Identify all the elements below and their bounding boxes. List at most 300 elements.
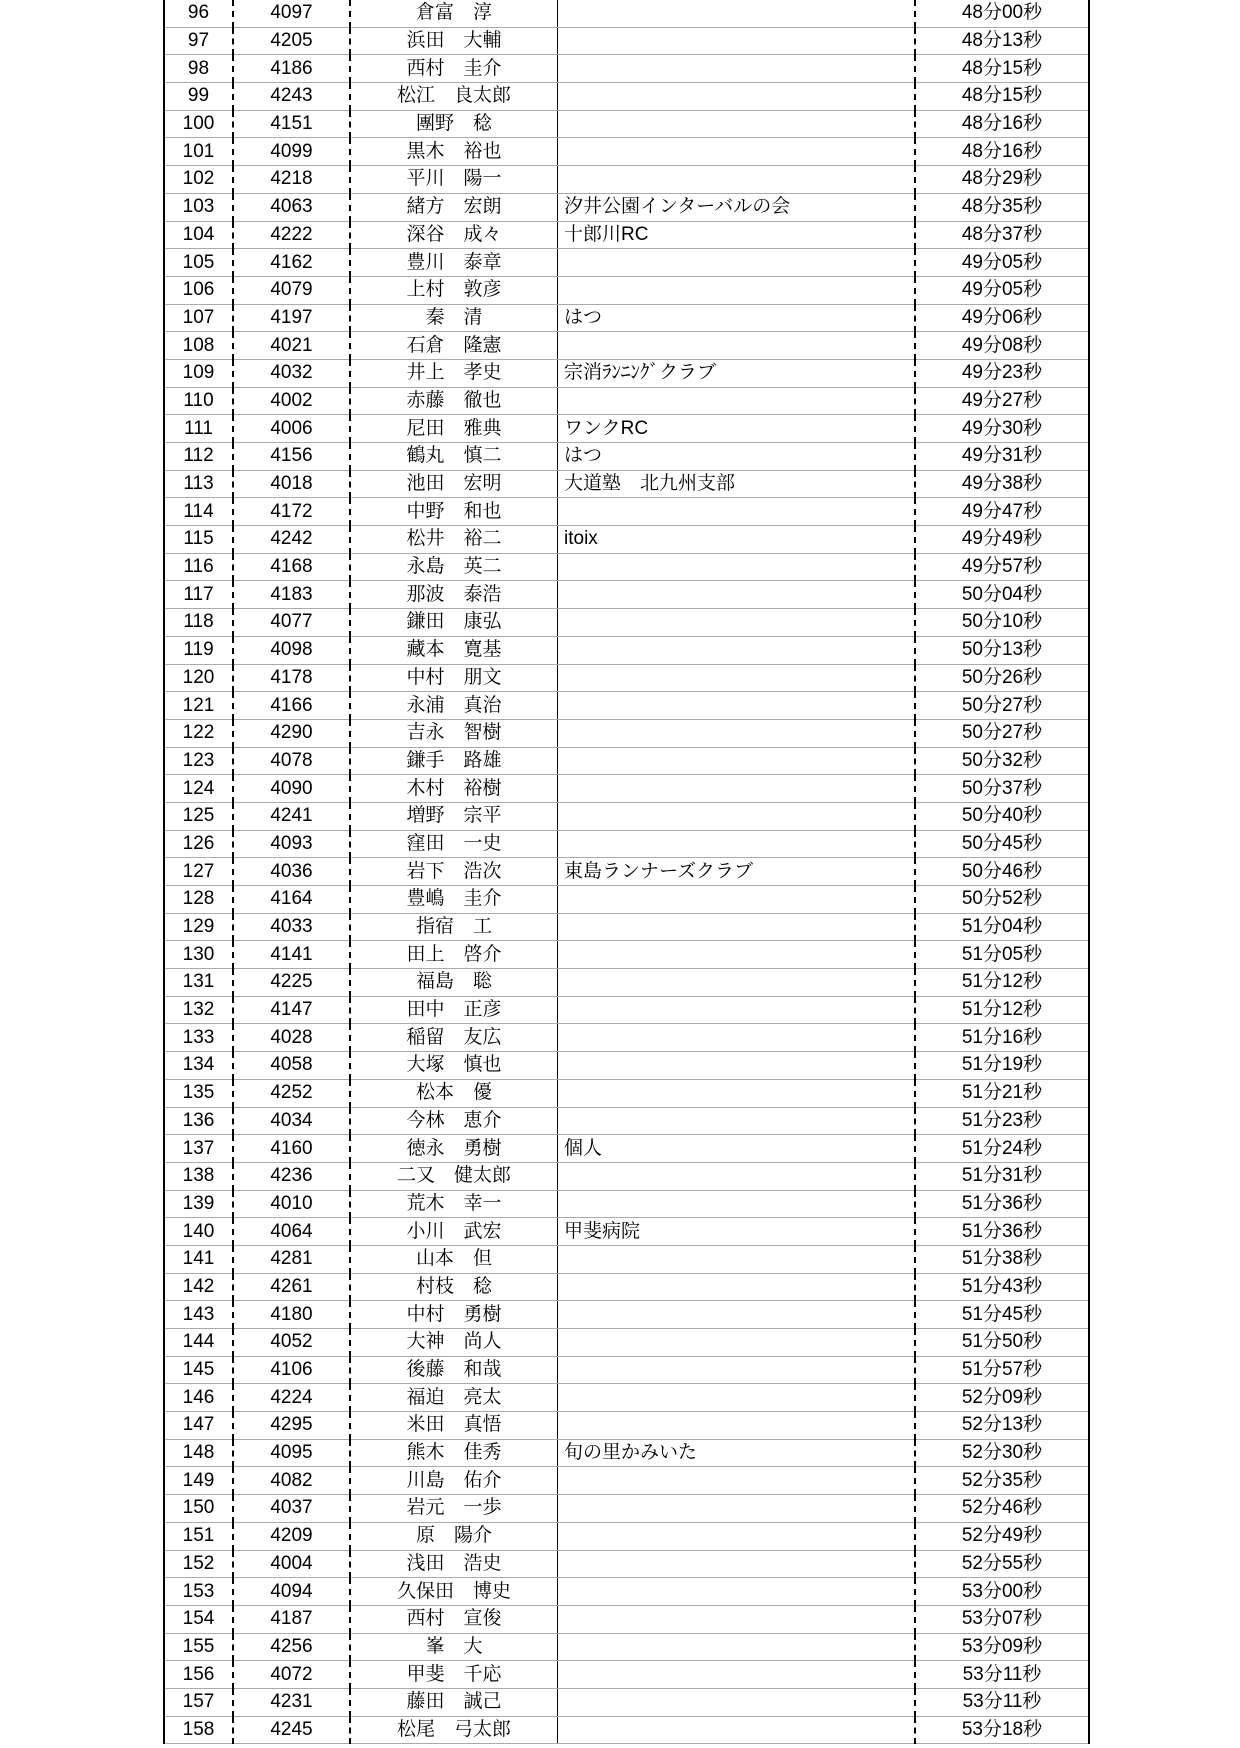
bib-cell: 4183 xyxy=(233,581,350,609)
rank-cell: 137 xyxy=(164,1135,233,1163)
runner-name-cell: 西村 宣俊 xyxy=(350,1605,558,1633)
bib-cell: 4166 xyxy=(233,692,350,720)
club-cell xyxy=(558,498,916,526)
finish-time-cell: 53分00秒 xyxy=(915,1578,1089,1606)
table-row xyxy=(164,304,1089,332)
runner-name-cell: 稲留 友広 xyxy=(350,1024,558,1052)
table-row xyxy=(164,1384,1089,1412)
table-row xyxy=(164,27,1089,55)
club-cell xyxy=(558,1688,916,1716)
club-cell xyxy=(558,1605,916,1633)
bib-cell: 4168 xyxy=(233,553,350,581)
table-row xyxy=(164,1301,1089,1329)
runner-name-cell: 小川 武宏 xyxy=(350,1218,558,1246)
rank-cell: 131 xyxy=(164,969,233,997)
rank-cell: 144 xyxy=(164,1329,233,1357)
runner-name-cell: 指宿 工 xyxy=(350,913,558,941)
runner-name-cell: 久保田 博史 xyxy=(350,1578,558,1606)
table-row xyxy=(164,470,1089,498)
club-cell xyxy=(558,886,916,914)
bib-cell: 4225 xyxy=(233,969,350,997)
runner-name-cell: 黒木 裕也 xyxy=(350,138,558,166)
rank-cell: 127 xyxy=(164,858,233,886)
bib-cell: 4098 xyxy=(233,636,350,664)
club-cell xyxy=(558,1522,916,1550)
bib-cell: 4078 xyxy=(233,747,350,775)
finish-time-cell: 52分13秒 xyxy=(915,1412,1089,1440)
table-row xyxy=(164,193,1089,221)
rank-cell: 132 xyxy=(164,996,233,1024)
rank-cell: 109 xyxy=(164,359,233,387)
finish-time-cell: 51分21秒 xyxy=(915,1079,1089,1107)
table-row xyxy=(164,1633,1089,1661)
club-cell: 汐井公園インターバルの会 xyxy=(558,193,916,221)
club-cell xyxy=(558,996,916,1024)
table-row xyxy=(164,1716,1089,1744)
finish-time-cell: 49分49秒 xyxy=(915,526,1089,554)
club-cell xyxy=(558,166,916,194)
club-cell: 旬の里かみいた xyxy=(558,1439,916,1467)
club-cell: 十郎川RC xyxy=(558,221,916,249)
finish-time-cell: 53分07秒 xyxy=(915,1605,1089,1633)
runner-name-cell: 川島 佑介 xyxy=(350,1467,558,1495)
club-cell xyxy=(558,1356,916,1384)
table-row xyxy=(164,664,1089,692)
rank-cell: 115 xyxy=(164,526,233,554)
runner-name-cell: 浅田 浩史 xyxy=(350,1550,558,1578)
bib-cell: 4245 xyxy=(233,1716,350,1744)
runner-name-cell: 松尾 弓太郎 xyxy=(350,1716,558,1744)
runner-name-cell: 倉富 淳 xyxy=(350,0,558,27)
bib-cell: 4106 xyxy=(233,1356,350,1384)
finish-time-cell: 48分15秒 xyxy=(915,83,1089,111)
finish-time-cell: 50分40秒 xyxy=(915,802,1089,830)
rank-cell: 97 xyxy=(164,27,233,55)
club-cell xyxy=(558,0,916,27)
bib-cell: 4242 xyxy=(233,526,350,554)
table-row xyxy=(164,1356,1089,1384)
rank-cell: 118 xyxy=(164,609,233,637)
bib-cell: 4243 xyxy=(233,83,350,111)
bib-cell: 4141 xyxy=(233,941,350,969)
runner-name-cell: 豊嶋 圭介 xyxy=(350,886,558,914)
table-row xyxy=(164,802,1089,830)
table-row xyxy=(164,692,1089,720)
club-cell xyxy=(558,969,916,997)
table-row xyxy=(164,138,1089,166)
bib-cell: 4224 xyxy=(233,1384,350,1412)
finish-time-cell: 52分35秒 xyxy=(915,1467,1089,1495)
finish-time-cell: 50分10秒 xyxy=(915,609,1089,637)
rank-cell: 153 xyxy=(164,1578,233,1606)
bib-cell: 4052 xyxy=(233,1329,350,1357)
rank-cell: 155 xyxy=(164,1633,233,1661)
finish-time-cell: 53分11秒 xyxy=(915,1688,1089,1716)
finish-time-cell: 52分46秒 xyxy=(915,1495,1089,1523)
finish-time-cell: 50分27秒 xyxy=(915,719,1089,747)
table-row xyxy=(164,553,1089,581)
runner-name-cell: 岩下 浩次 xyxy=(350,858,558,886)
table-row xyxy=(164,1550,1089,1578)
table-row xyxy=(164,1162,1089,1190)
rank-cell: 136 xyxy=(164,1107,233,1135)
table-row xyxy=(164,359,1089,387)
finish-time-cell: 49分05秒 xyxy=(915,276,1089,304)
rank-cell: 122 xyxy=(164,719,233,747)
rank-cell: 116 xyxy=(164,553,233,581)
rank-cell: 139 xyxy=(164,1190,233,1218)
club-cell: ワンクRC xyxy=(558,415,916,443)
runner-name-cell: 上村 敦彦 xyxy=(350,276,558,304)
runner-name-cell: 秦 清 xyxy=(350,304,558,332)
runner-name-cell: 中村 勇樹 xyxy=(350,1301,558,1329)
runner-name-cell: 池田 宏明 xyxy=(350,470,558,498)
runner-name-cell: 浜田 大輔 xyxy=(350,27,558,55)
bib-cell: 4095 xyxy=(233,1439,350,1467)
table-row xyxy=(164,1024,1089,1052)
club-cell xyxy=(558,913,916,941)
club-cell xyxy=(558,775,916,803)
club-cell xyxy=(558,1245,916,1273)
finish-time-cell: 48分29秒 xyxy=(915,166,1089,194)
finish-time-cell: 49分06秒 xyxy=(915,304,1089,332)
finish-time-cell: 51分38秒 xyxy=(915,1245,1089,1273)
finish-time-cell: 50分45秒 xyxy=(915,830,1089,858)
club-cell xyxy=(558,55,916,83)
finish-time-cell: 50分26秒 xyxy=(915,664,1089,692)
table-row xyxy=(164,886,1089,914)
club-cell: 甲斐病院 xyxy=(558,1218,916,1246)
rank-cell: 141 xyxy=(164,1245,233,1273)
table-row xyxy=(164,1135,1089,1163)
table-row xyxy=(164,609,1089,637)
rank-cell: 130 xyxy=(164,941,233,969)
rank-cell: 111 xyxy=(164,415,233,443)
rank-cell: 120 xyxy=(164,664,233,692)
runner-name-cell: 熊木 佳秀 xyxy=(350,1439,558,1467)
finish-time-cell: 51分16秒 xyxy=(915,1024,1089,1052)
club-cell xyxy=(558,138,916,166)
finish-time-cell: 50分52秒 xyxy=(915,886,1089,914)
bib-cell: 4187 xyxy=(233,1605,350,1633)
finish-time-cell: 50分32秒 xyxy=(915,747,1089,775)
runner-name-cell: 西村 圭介 xyxy=(350,55,558,83)
bib-cell: 4002 xyxy=(233,387,350,415)
finish-time-cell: 51分04秒 xyxy=(915,913,1089,941)
table-row xyxy=(164,1688,1089,1716)
bib-cell: 4077 xyxy=(233,609,350,637)
rank-cell: 119 xyxy=(164,636,233,664)
table-row xyxy=(164,941,1089,969)
club-cell xyxy=(558,1024,916,1052)
bib-cell: 4180 xyxy=(233,1301,350,1329)
table-row xyxy=(164,249,1089,277)
club-cell xyxy=(558,1273,916,1301)
finish-time-cell: 51分19秒 xyxy=(915,1052,1089,1080)
rank-cell: 103 xyxy=(164,193,233,221)
bib-cell: 4172 xyxy=(233,498,350,526)
bib-cell: 4034 xyxy=(233,1107,350,1135)
bib-cell: 4256 xyxy=(233,1633,350,1661)
rank-cell: 133 xyxy=(164,1024,233,1052)
club-cell xyxy=(558,1329,916,1357)
table-row xyxy=(164,747,1089,775)
runner-name-cell: 永島 英二 xyxy=(350,553,558,581)
finish-time-cell: 48分00秒 xyxy=(915,0,1089,27)
finish-time-cell: 48分35秒 xyxy=(915,193,1089,221)
runner-name-cell: 中野 和也 xyxy=(350,498,558,526)
bib-cell: 4151 xyxy=(233,110,350,138)
table-row xyxy=(164,1439,1089,1467)
finish-time-cell: 51分24秒 xyxy=(915,1135,1089,1163)
finish-time-cell: 49分23秒 xyxy=(915,359,1089,387)
rank-cell: 152 xyxy=(164,1550,233,1578)
finish-time-cell: 48分37秒 xyxy=(915,221,1089,249)
rank-cell: 135 xyxy=(164,1079,233,1107)
bib-cell: 4093 xyxy=(233,830,350,858)
finish-time-cell: 49分38秒 xyxy=(915,470,1089,498)
runner-name-cell: 田中 正彦 xyxy=(350,996,558,1024)
rank-cell: 151 xyxy=(164,1522,233,1550)
club-cell xyxy=(558,1661,916,1689)
rank-cell: 128 xyxy=(164,886,233,914)
club-cell xyxy=(558,581,916,609)
club-cell: はつ xyxy=(558,304,916,332)
rank-cell: 142 xyxy=(164,1273,233,1301)
club-cell xyxy=(558,1716,916,1744)
rank-cell: 148 xyxy=(164,1439,233,1467)
finish-time-cell: 52分49秒 xyxy=(915,1522,1089,1550)
table-row xyxy=(164,1245,1089,1273)
club-cell xyxy=(558,1107,916,1135)
runner-name-cell: 村枝 稔 xyxy=(350,1273,558,1301)
rank-cell: 112 xyxy=(164,443,233,471)
bib-cell: 4236 xyxy=(233,1162,350,1190)
bib-cell: 4082 xyxy=(233,1467,350,1495)
runner-name-cell: 石倉 隆憲 xyxy=(350,332,558,360)
bib-cell: 4164 xyxy=(233,886,350,914)
runner-name-cell: 二又 健太郎 xyxy=(350,1162,558,1190)
club-cell xyxy=(558,1190,916,1218)
bib-cell: 4010 xyxy=(233,1190,350,1218)
club-cell xyxy=(558,664,916,692)
finish-time-cell: 51分36秒 xyxy=(915,1190,1089,1218)
table-row xyxy=(164,1578,1089,1606)
club-cell xyxy=(558,1467,916,1495)
table-row xyxy=(164,858,1089,886)
runner-name-cell: 永浦 真治 xyxy=(350,692,558,720)
runner-name-cell: 團野 稔 xyxy=(350,110,558,138)
finish-time-cell: 50分46秒 xyxy=(915,858,1089,886)
rank-cell: 123 xyxy=(164,747,233,775)
finish-time-cell: 48分16秒 xyxy=(915,138,1089,166)
table-row xyxy=(164,1107,1089,1135)
runner-name-cell: 福迫 亮太 xyxy=(350,1384,558,1412)
club-cell xyxy=(558,802,916,830)
table-row xyxy=(164,996,1089,1024)
rank-cell: 124 xyxy=(164,775,233,803)
rank-cell: 147 xyxy=(164,1412,233,1440)
rank-cell: 145 xyxy=(164,1356,233,1384)
rank-cell: 138 xyxy=(164,1162,233,1190)
bib-cell: 4072 xyxy=(233,1661,350,1689)
runner-name-cell: 深谷 成々 xyxy=(350,221,558,249)
bib-cell: 4037 xyxy=(233,1495,350,1523)
bib-cell: 4058 xyxy=(233,1052,350,1080)
table-row xyxy=(164,1052,1089,1080)
finish-time-cell: 50分27秒 xyxy=(915,692,1089,720)
runner-name-cell: 峯 大 xyxy=(350,1633,558,1661)
runner-name-cell: 平川 陽一 xyxy=(350,166,558,194)
rank-cell: 100 xyxy=(164,110,233,138)
finish-time-cell: 52分55秒 xyxy=(915,1550,1089,1578)
runner-name-cell: 今林 恵介 xyxy=(350,1107,558,1135)
bib-cell: 4004 xyxy=(233,1550,350,1578)
runner-name-cell: 松江 良太郎 xyxy=(350,83,558,111)
bib-cell: 4261 xyxy=(233,1273,350,1301)
table-row xyxy=(164,1218,1089,1246)
table-row xyxy=(164,1605,1089,1633)
table-row xyxy=(164,1190,1089,1218)
rank-cell: 149 xyxy=(164,1467,233,1495)
club-cell: 大道塾 北九州支部 xyxy=(558,470,916,498)
rank-cell: 125 xyxy=(164,802,233,830)
finish-time-cell: 48分13秒 xyxy=(915,27,1089,55)
table-row xyxy=(164,526,1089,554)
table-row xyxy=(164,221,1089,249)
finish-time-cell: 53分18秒 xyxy=(915,1716,1089,1744)
rank-cell: 110 xyxy=(164,387,233,415)
rank-cell: 101 xyxy=(164,138,233,166)
club-cell xyxy=(558,1301,916,1329)
bib-cell: 4162 xyxy=(233,249,350,277)
bib-cell: 4160 xyxy=(233,1135,350,1163)
runner-name-cell: 原 陽介 xyxy=(350,1522,558,1550)
rank-cell: 117 xyxy=(164,581,233,609)
finish-time-cell: 51分12秒 xyxy=(915,969,1089,997)
club-cell xyxy=(558,249,916,277)
table-row xyxy=(164,1273,1089,1301)
finish-time-cell: 49分47秒 xyxy=(915,498,1089,526)
bib-cell: 4063 xyxy=(233,193,350,221)
club-cell: はつ xyxy=(558,443,916,471)
rank-cell: 129 xyxy=(164,913,233,941)
bib-cell: 4231 xyxy=(233,1688,350,1716)
club-cell xyxy=(558,1495,916,1523)
table-row xyxy=(164,719,1089,747)
club-cell xyxy=(558,27,916,55)
runner-name-cell: 藏本 寛基 xyxy=(350,636,558,664)
runner-name-cell: 米田 真悟 xyxy=(350,1412,558,1440)
bib-cell: 4218 xyxy=(233,166,350,194)
rank-cell: 134 xyxy=(164,1052,233,1080)
finish-time-cell: 49分05秒 xyxy=(915,249,1089,277)
finish-time-cell: 48分16秒 xyxy=(915,110,1089,138)
rank-cell: 107 xyxy=(164,304,233,332)
runner-name-cell: 赤藤 徹也 xyxy=(350,387,558,415)
bib-cell: 4018 xyxy=(233,470,350,498)
rank-cell: 108 xyxy=(164,332,233,360)
club-cell xyxy=(558,1578,916,1606)
club-cell xyxy=(558,110,916,138)
club-cell xyxy=(558,941,916,969)
club-cell xyxy=(558,692,916,720)
rank-cell: 114 xyxy=(164,498,233,526)
finish-time-cell: 51分50秒 xyxy=(915,1329,1089,1357)
bib-cell: 4032 xyxy=(233,359,350,387)
finish-time-cell: 51分12秒 xyxy=(915,996,1089,1024)
rank-cell: 126 xyxy=(164,830,233,858)
table-row xyxy=(164,636,1089,664)
rank-cell: 104 xyxy=(164,221,233,249)
bib-cell: 4064 xyxy=(233,1218,350,1246)
rank-cell: 113 xyxy=(164,470,233,498)
runner-name-cell: 尼田 雅典 xyxy=(350,415,558,443)
club-cell xyxy=(558,1550,916,1578)
club-cell xyxy=(558,1384,916,1412)
club-cell: 東島ランナーズクラブ xyxy=(558,858,916,886)
bib-cell: 4099 xyxy=(233,138,350,166)
finish-time-cell: 49分57秒 xyxy=(915,553,1089,581)
club-cell: 個人 xyxy=(558,1135,916,1163)
bib-cell: 4079 xyxy=(233,276,350,304)
runner-name-cell: 鶴丸 慎二 xyxy=(350,443,558,471)
finish-time-cell: 50分13秒 xyxy=(915,636,1089,664)
runner-name-cell: 豊川 泰章 xyxy=(350,249,558,277)
runner-name-cell: 大塚 慎也 xyxy=(350,1052,558,1080)
bib-cell: 4197 xyxy=(233,304,350,332)
club-cell xyxy=(558,83,916,111)
club-cell xyxy=(558,1052,916,1080)
finish-time-cell: 53分11秒 xyxy=(915,1661,1089,1689)
table-row xyxy=(164,55,1089,83)
table-row xyxy=(164,415,1089,443)
runner-name-cell: 福島 聡 xyxy=(350,969,558,997)
club-cell xyxy=(558,830,916,858)
bib-cell: 4241 xyxy=(233,802,350,830)
rank-cell: 150 xyxy=(164,1495,233,1523)
finish-time-cell: 49分08秒 xyxy=(915,332,1089,360)
runner-name-cell: 後藤 和哉 xyxy=(350,1356,558,1384)
rank-cell: 158 xyxy=(164,1716,233,1744)
table-row xyxy=(164,1661,1089,1689)
club-cell xyxy=(558,747,916,775)
bib-cell: 4290 xyxy=(233,719,350,747)
finish-time-cell: 51分31秒 xyxy=(915,1162,1089,1190)
runner-name-cell: 藤田 誠己 xyxy=(350,1688,558,1716)
club-cell xyxy=(558,609,916,637)
table-row xyxy=(164,1412,1089,1440)
table-row xyxy=(164,1079,1089,1107)
bib-cell: 4156 xyxy=(233,443,350,471)
bib-cell: 4094 xyxy=(233,1578,350,1606)
finish-time-cell: 48分15秒 xyxy=(915,55,1089,83)
runner-name-cell: 緒方 宏朗 xyxy=(350,193,558,221)
table-row xyxy=(164,969,1089,997)
table-row xyxy=(164,1495,1089,1523)
rank-cell: 121 xyxy=(164,692,233,720)
club-cell xyxy=(558,332,916,360)
club-cell xyxy=(558,719,916,747)
runner-name-cell: 山本 但 xyxy=(350,1245,558,1273)
club-cell xyxy=(558,1162,916,1190)
table-row xyxy=(164,581,1089,609)
bib-cell: 4186 xyxy=(233,55,350,83)
finish-time-cell: 51分45秒 xyxy=(915,1301,1089,1329)
table-row xyxy=(164,443,1089,471)
club-cell xyxy=(558,1079,916,1107)
bib-cell: 4036 xyxy=(233,858,350,886)
